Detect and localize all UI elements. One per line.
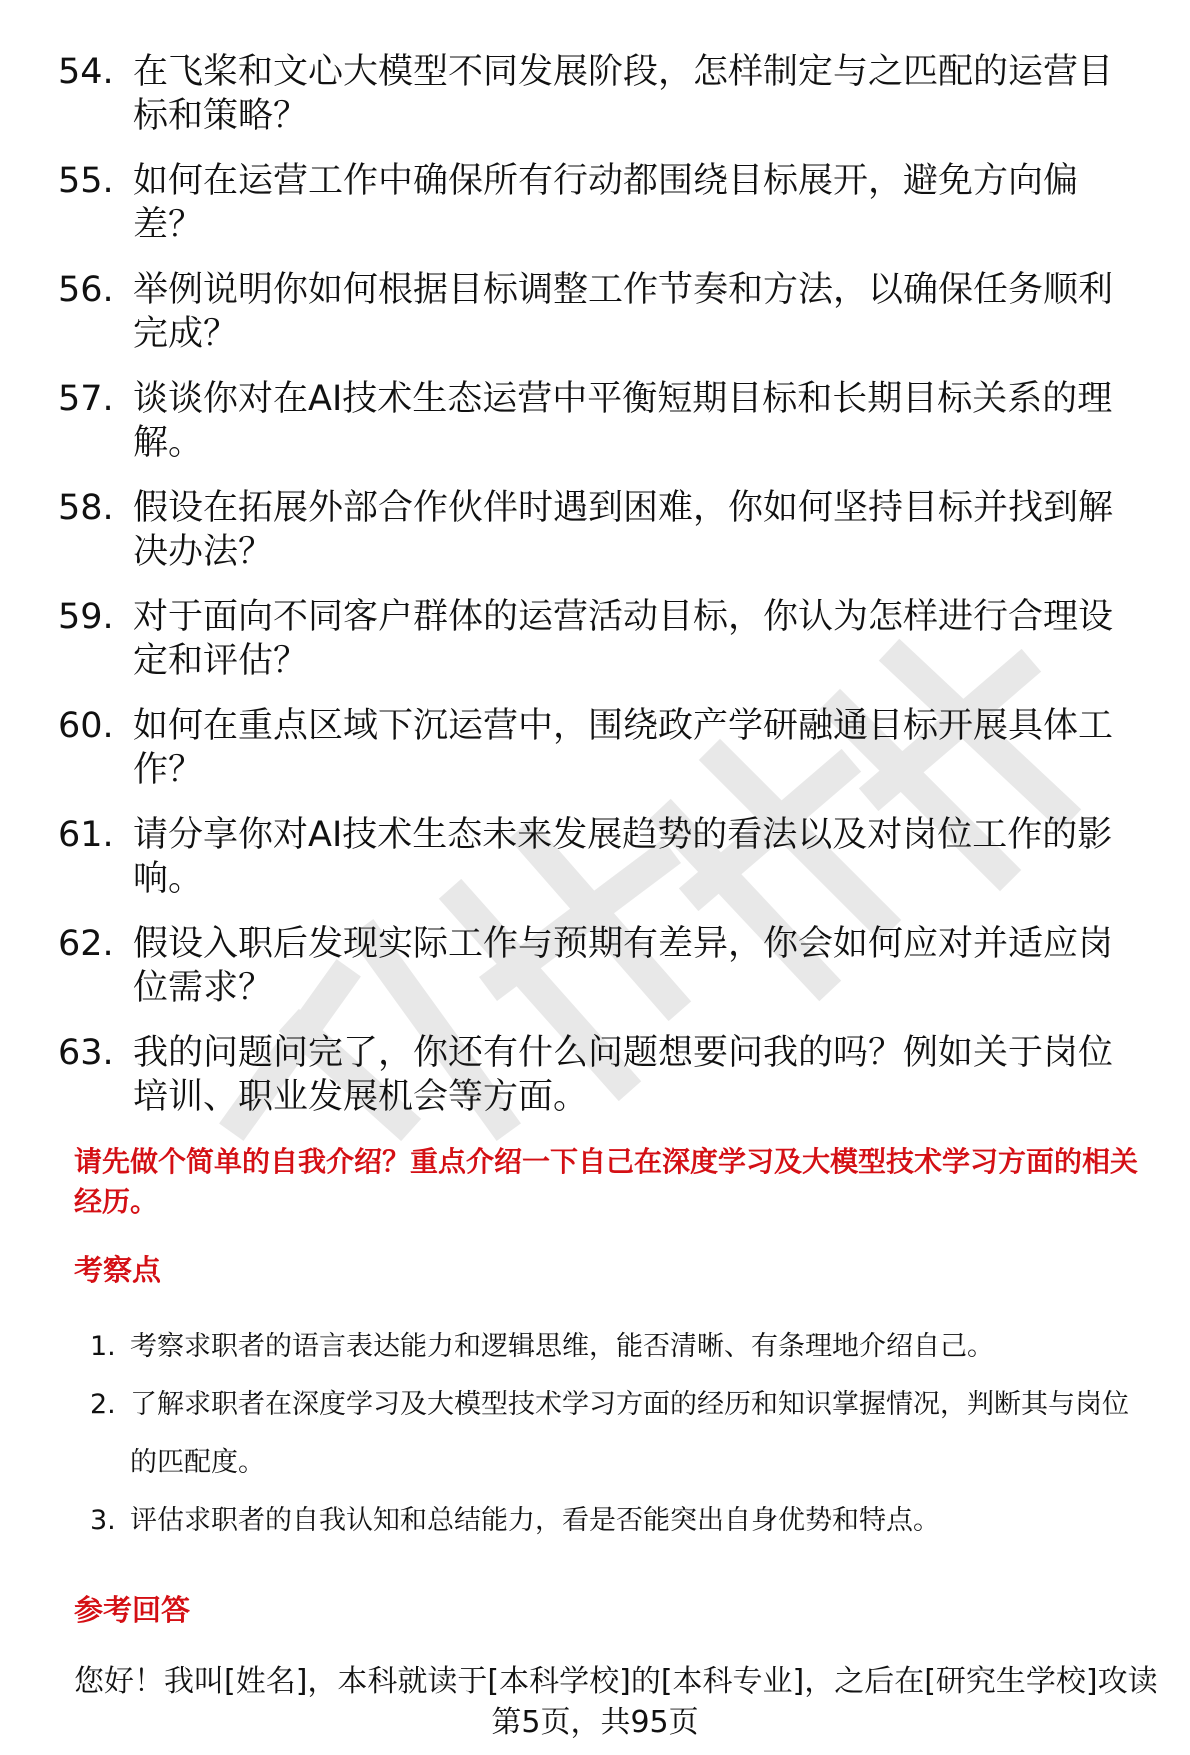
question-item (0, 813, 1190, 901)
question-item (0, 922, 1190, 1010)
question-text: 举例说明你如何根据目标调整工作节奏和方法，以确保任务顺利完成？ (133, 270, 1114, 354)
question-item (0, 486, 1190, 574)
question-item (0, 50, 1190, 138)
question-text: 对于面向不同客户群体的运营活动目标，你认为怎样进行合理设定和评估？ (133, 597, 1114, 681)
page-footer: 第5页，共95页 (491, 1705, 699, 1740)
question-text: 如何在运营工作中确保所有行动都围绕目标展开，避免方向偏差？ (133, 161, 1079, 245)
point-text: 了解求职者在深度学习及大模型技术学习方面的经历和知识掌握情况，判断其与岗位的匹配度。 (130, 1389, 1129, 1478)
question-text: 假设入职后发现实际工作与预期有差异，你会如何应对并适应岗位需求？ (133, 924, 1114, 1008)
question-item (0, 704, 1190, 792)
question-item (0, 159, 1190, 247)
question-number: 56. (58, 270, 114, 310)
question-number: 55. (58, 161, 114, 201)
question-text: 请分享你对AI技术生态未来发展趋势的看法以及对岗位工作的影响。 (133, 815, 1113, 899)
point-number: 2. (90, 1389, 116, 1420)
reference-answer-text: 您好！我叫[姓名]，本科就读于[本科学校]的[本科专业]，之后在[研究生学校]攻读 (74, 1664, 1158, 1699)
point-number: 1. (90, 1331, 116, 1362)
question-item (0, 377, 1190, 465)
question-text: 谈谈你对在AI技术生态运营中平衡短期目标和长期目标关系的理解。 (133, 379, 1113, 463)
question-item (0, 268, 1190, 356)
question-text: 假设在拓展外部合作伙伴时遇到困难，你如何坚持目标并找到解决办法？ (133, 488, 1114, 572)
kaocha-point (0, 1492, 1190, 1550)
question-number: 60. (58, 706, 114, 746)
question-number: 61. (58, 815, 114, 855)
question-item (0, 1031, 1190, 1119)
question-text: 我的问题问完了，你还有什么问题想要问我的吗？例如关于岗位培训、职业发展机会等方面。 (133, 1033, 1114, 1117)
question-number: 54. (58, 52, 114, 92)
kaocha-point-list (0, 1318, 1190, 1550)
point-text: 评估求职者的自我认知和总结能力，看是否能突出自身优势和特点。 (130, 1505, 940, 1536)
question-number: 58. (58, 488, 114, 528)
point-number: 3. (90, 1505, 116, 1536)
intro-question-heading: 请先做个简单的自我介绍？重点介绍一下自己在深度学习及大模型技术学习方面的相关经历。 (74, 1145, 1139, 1218)
question-item (0, 595, 1190, 683)
question-number: 59. (58, 597, 114, 637)
kaocha-point (0, 1376, 1190, 1492)
question-number: 63. (58, 1033, 114, 1073)
question-number: 62. (58, 924, 114, 964)
question-number: 57. (58, 379, 114, 419)
kaocha-heading: 考察点 (74, 1253, 162, 1287)
cankao-heading: 参考回答 (74, 1593, 191, 1627)
kaocha-point (0, 1318, 1190, 1376)
question-text: 如何在重点区域下沉运营中，围绕政产学研融通目标开展具体工作？ (133, 706, 1114, 790)
point-text: 考察求职者的语言表达能力和逻辑思维，能否清晰、有条理地介绍自己。 (130, 1331, 994, 1362)
question-text: 在飞桨和文心大模型不同发展阶段，怎样制定与之匹配的运营目标和策略？ (133, 52, 1114, 136)
question-list (0, 50, 1190, 1140)
